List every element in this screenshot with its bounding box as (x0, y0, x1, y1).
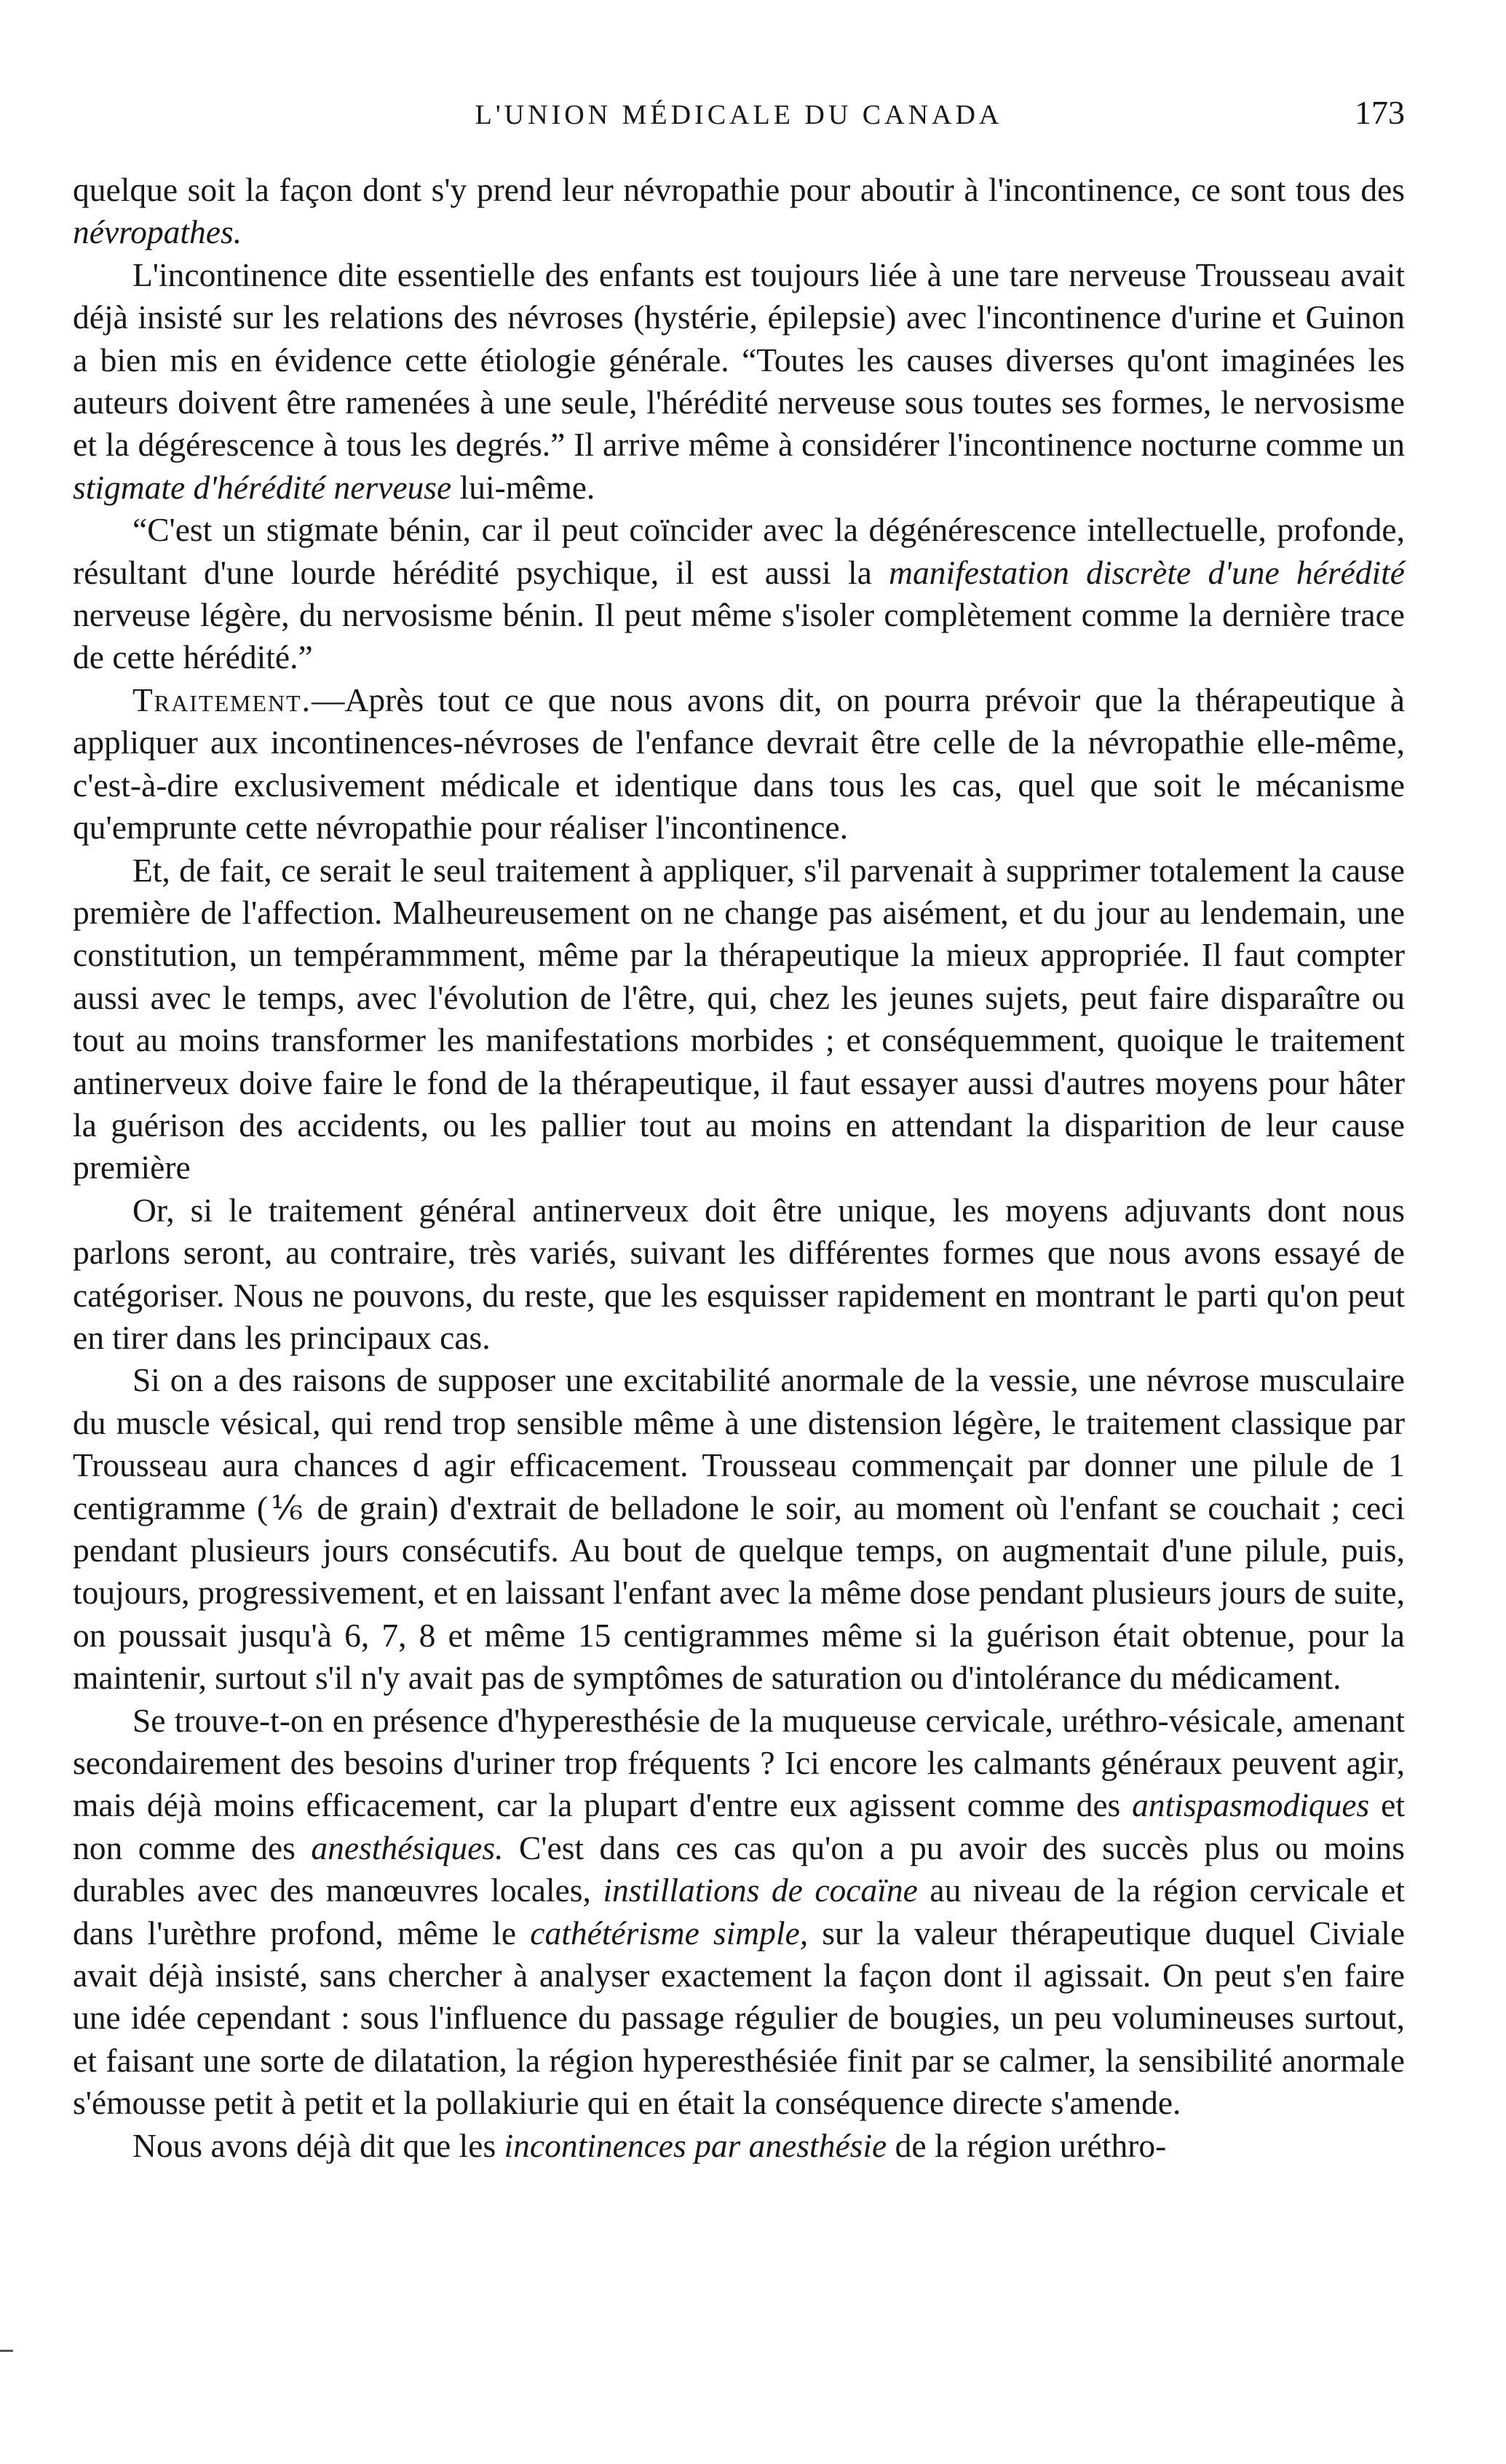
italic-text: manifestation discrète d'une hérédité (889, 553, 1406, 591)
text-run: —Après tout ce que nous avons dit, on pourra prévoir que la thérapeutique à appliquer aux incontinences-névroses de l'enfance devrait être celle de la névropathie elle-même, c'est-à-dire exclusivement médicale et identique dans tous les cas, quel que soit le mécanisme qu'emprunte cette névropathie pour réaliser l'incontinence. (73, 681, 1405, 847)
margin-mark (0, 2350, 13, 2352)
text-run: au niveau de la région cervicale et dans l'urèthre profond, même le (73, 1871, 1406, 1952)
italic-text: cathétérisme simple, (530, 1914, 809, 1952)
italic-text: stigmate d'hérédité nerveuse (73, 468, 452, 506)
paragraph-7 (73, 1359, 1405, 1699)
paragraph-1 (73, 169, 1405, 254)
text-run: Nous avons déjà dit que les (132, 2126, 504, 2164)
text-run: Se trouve-t-on en présence d'hyperesthésie de la muqueuse cervicale, uréthro-vésicale, amenant secondairement des besoins d'uriner trop fréquents ? Ici encore les calmants généraux peuvent agir, mais déjà moins efficacement, car la plupart d'entre eux agissent comme des (73, 1701, 1405, 1824)
paragraph-8 (73, 1700, 1405, 2125)
page-number: 173 (1355, 94, 1405, 131)
text-run: quelque soit la façon dont s'y prend leur névropathie pour aboutir à l'incontinence, ce sont tous des (73, 171, 1405, 208)
paragraph-5 (73, 849, 1405, 1189)
italic-text: névropathes. (73, 213, 242, 251)
paragraph-4 (73, 679, 1405, 849)
italic-text: anesthésiques. (311, 1829, 504, 1866)
text-run: Si on a des raisons de supposer une excitabilité anormale de la vessie, une névrose musculaire du muscle vésical, qui rend trop sensible même à une distension légère, le traitement classique par Trousseau aura chances d agir efficacement. Trousseau commençait par donner une pilule de 1 centigramme (⅙ de grain) d'extrait de belladone le soir, au moment où l'enfant se couchait ; ceci pendant plusieurs jours consécutifs. Au bout de quelque temps, on augmentait d'une pilule, puis, toujours, progressivement, et en laissant l'enfant avec la même dose pendant plusieurs jours de suite, on poussait jusqu'à 6, 7, 8 et même 15 centigrammes même si la guérison était obtenue, pour la maintenir, surtout s'il n'y avait pas de symptômes de saturation ou d'intolérance du médicament. (73, 1361, 1405, 1697)
body-text (73, 169, 1405, 2167)
italic-text: instillations de cocaïne (603, 1871, 918, 1909)
paragraph-6 (73, 1189, 1405, 1360)
italic-text: antispasmodiques (1132, 1786, 1370, 1824)
text-run: sur la valeur thérapeutique duquel Civiale avait déjà insisté, sans chercher à analyser exactement la façon dont il agissait. On peut s'en faire une idée cependant : sous l'influence du passage régulier de bougies, un peu volumineuses surtout, et faisant une sorte de dilatation, la région hyperesthésiée finit par se calmer, la sensibilité anormale s'émousse petit à petit et la pollakiurie qui en était la conséquence directe s'amende. (73, 1914, 1406, 2122)
text-run: de la région uréthro- (887, 2126, 1167, 2164)
italic-text: incontinences par anesthésie (504, 2126, 887, 2164)
text-run: L'incontinence dite essentielle des enfants est toujours liée à une tare nerveuse Trousseau avait déjà insisté sur les relations des névroses (hystérie, épilepsie) avec l'incontinence d'urine et Guinon a bien mis en évidence cette étiologie générale. “Toutes les causes diverses qu'ont imaginées les auteurs doivent être ramenées à une seule, l'hérédité nerveuse sous toutes ses formes, le nervosisme et la dégérescence à tous les degrés.” Il arrive même à considérer l'incontinence nocturne comme un (73, 255, 1405, 464)
section-heading: Traitement. (132, 681, 312, 718)
text-run: “C'est un stigmate bénin, car il peut coïncider avec la dégénérescence intellectuelle, profonde, résultant d'une lourde hérédité psychique, il est aussi la (73, 511, 1405, 591)
paragraph-9 (73, 2125, 1405, 2167)
text-run: nerveuse légère, du nervosisme bénin. Il peut même s'isoler complètement comme la dernière trace de cette hérédité.” (73, 596, 1405, 676)
journal-title: L'UNION MÉDICALE DU CANADA (475, 100, 1003, 130)
text-run: Et, de fait, ce serait le seul traitement à appliquer, s'il parvenait à supprimer totalement la cause première de l'affection. Malheureusement on ne change pas aisément, et du jour au lendemain, une constitution, un tempérammment, même par la thérapeutique la mieux appropriée. Il faut compter aussi avec le temps, avec l'évolution de l'être, qui, chez les jeunes sujets, peut faire disparaître ou tout au moins transformer les manifestations morbides ; et conséquemment, quoique le traitement antinerveux doive faire le fond de la thérapeutique, il faut essayer aussi d'autres moyens pour hâter la guérison des accidents, ou les pallier tout au moins en attendant la disparition de leur cause première (73, 851, 1405, 1187)
text-run: Or, si le traitement général antinerveux doit être unique, les moyens adjuvants dont nous parlons seront, au contraire, très variés, suivant les différentes formes que nous avons essayé de catégoriser. Nous ne pouvons, du reste, que les esquisser rapidement en montrant le parti qu'on peut en tirer dans les principaux cas. (73, 1191, 1405, 1356)
running-head (73, 93, 1405, 137)
text-run: C'est dans ces cas qu'on a pu avoir des succès plus ou moins durables avec des manœuvres locales, (73, 1829, 1405, 1909)
paragraph-2 (73, 254, 1405, 509)
text-run: et non comme des (73, 1786, 1405, 1866)
paragraph-3 (73, 509, 1405, 679)
text-run: lui-même. (451, 468, 595, 506)
